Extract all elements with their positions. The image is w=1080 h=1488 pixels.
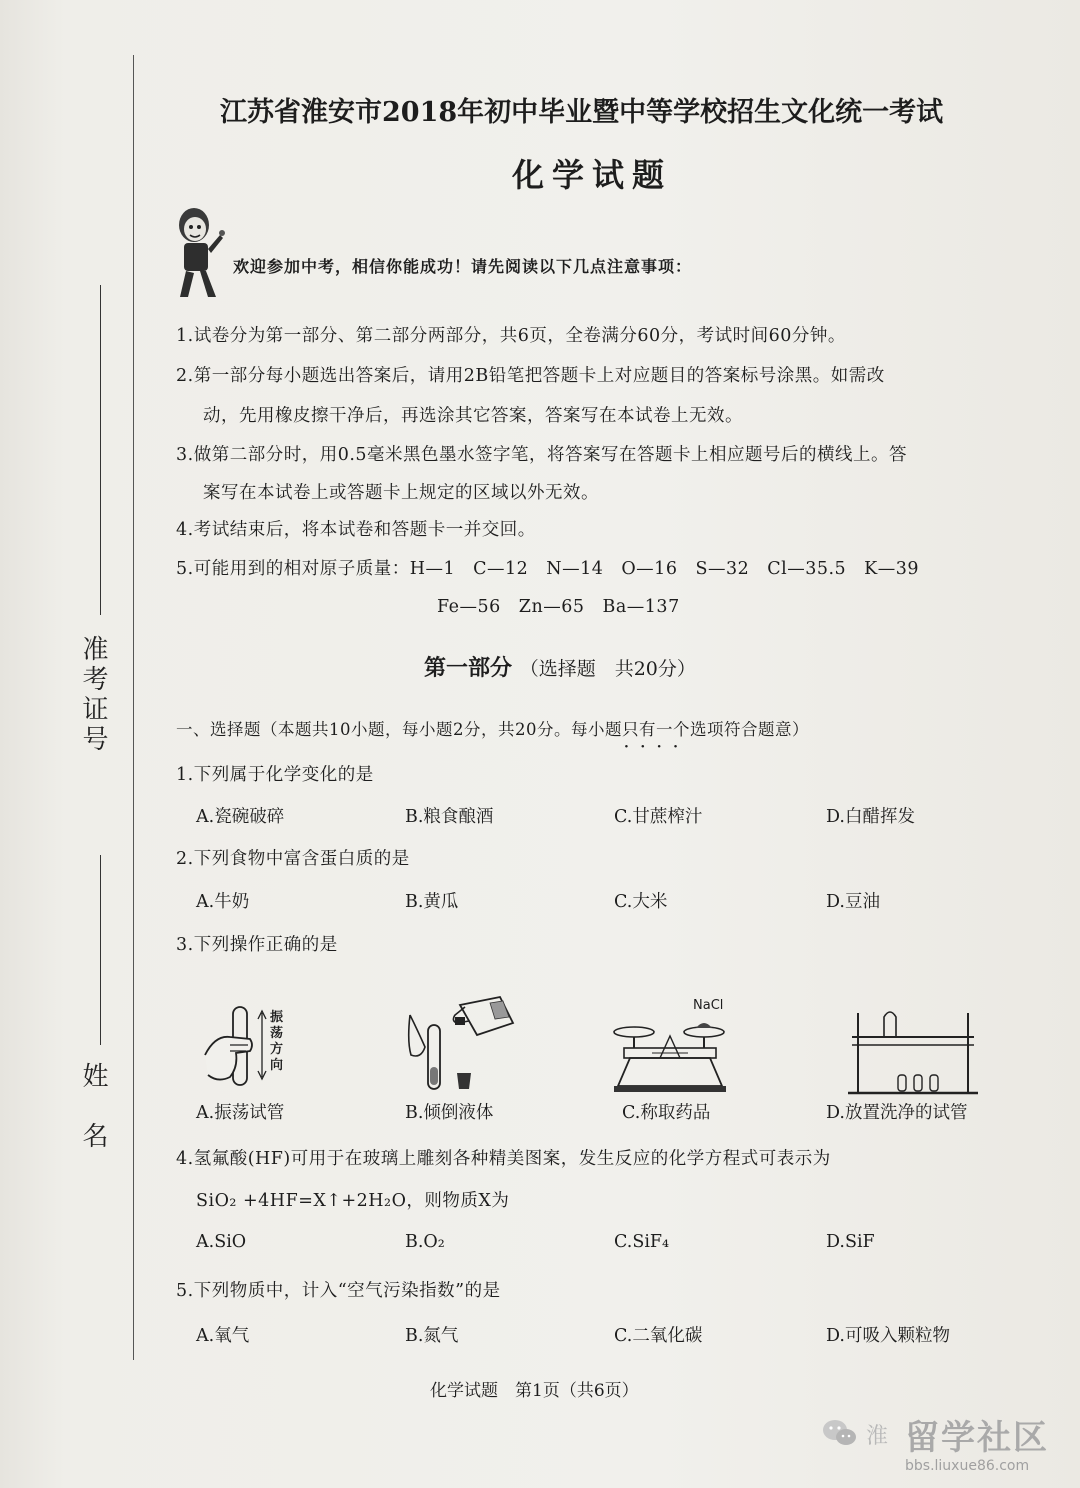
welcome-text: 欢迎参加中考，相信你能成功！请先阅读以下几点注意事项： — [233, 257, 693, 276]
note-2 — [176, 362, 885, 387]
note-3 — [176, 441, 907, 466]
question-5-option-d: D.可吸入颗粒物 — [826, 1326, 950, 1346]
section-suffix: 选项符合题意） — [690, 720, 809, 739]
question-2-option-a: A.牛奶 — [196, 892, 250, 912]
question-1-option-d: D.白醋挥发 — [826, 807, 915, 827]
note-number: 4. — [176, 520, 194, 540]
question-4-option-c: C.SiF₄ — [614, 1232, 670, 1252]
question-3-option-d: D.放置洗净的试管 — [826, 1103, 968, 1123]
watermark-url: bbs.liuxue86.com — [905, 1458, 1030, 1474]
note-1 — [176, 322, 846, 347]
note-line: 考试结束后，将本试卷和答题卡一并交回。 — [193, 520, 536, 540]
figure-c-nacl-label: NaCl — [693, 998, 724, 1013]
note-number: 3. — [176, 445, 194, 465]
name-write-line — [100, 855, 101, 1045]
wechat-icon — [822, 1418, 858, 1448]
question-1-option-c: C.甘蔗榨汁 — [614, 807, 703, 827]
figure-test-tube-rack — [848, 1005, 978, 1097]
question-4-option-d: D.SiF — [826, 1232, 875, 1252]
section-prefix: 一、选择题（本题共10小题，每小题2分，共20分。每小题 — [176, 720, 622, 739]
question-2-option-c: C.大米 — [614, 892, 668, 912]
question-2-option-d: D.豆油 — [826, 892, 880, 912]
emphasis-text: 只有一个 — [622, 720, 690, 739]
question-4-option-b: B.O₂ — [405, 1232, 445, 1252]
watermark-prefix: 淮 — [866, 1424, 889, 1449]
question-2-stem: 2.下列食物中富含蛋白质的是 — [176, 849, 410, 869]
question-3-stem: 3.下列操作正确的是 — [176, 935, 338, 955]
exam-id-label: 准考证号 — [78, 635, 108, 755]
figure-a-arrow-label: 振荡方向 — [270, 1010, 284, 1073]
part-heading: 第一部分 — [424, 655, 513, 681]
figure-pouring-liquid — [405, 995, 515, 1095]
note-number: 5. — [176, 559, 194, 579]
mascot-illustration — [168, 205, 228, 305]
question-3-option-a: A.振荡试管 — [196, 1103, 285, 1123]
page-footer: 化学试题 第1页（共6页） — [430, 1381, 639, 1401]
question-5-option-a: A.氧气 — [196, 1326, 250, 1346]
emphasis-dots: ···· — [623, 734, 689, 758]
note-line: 试卷分为第一部分、第二部分两部分，共6页，全卷满分60分，考试时间60分钟。 — [193, 326, 846, 346]
question-4-equation: SiO₂ +4HF=X↑+2H₂O，则物质X为 — [196, 1191, 510, 1211]
question-5-option-b: B.氮气 — [405, 1326, 459, 1346]
question-3-option-b: B.倾倒液体 — [405, 1103, 494, 1123]
binding-line — [133, 55, 134, 1360]
question-1-option-b: B.粮食酿酒 — [405, 807, 494, 827]
question-2-option-b: B.黄瓜 — [405, 892, 459, 912]
note-3-continued: 案写在本试卷上或答题卡上规定的区域以外无效。 — [203, 483, 599, 503]
note-5 — [176, 555, 919, 580]
part-title — [424, 651, 696, 682]
question-5-option-c: C.二氧化碳 — [614, 1326, 703, 1346]
note-5-continued: Fe—56 Zn—65 Ba—137 — [437, 597, 680, 617]
note-number: 2. — [176, 366, 194, 386]
note-line: 可能用到的相对原子质量：H—1 C—12 N—14 O—16 S—32 Cl—35.5 K—39 — [193, 559, 920, 579]
note-line: 第一部分每小题选出答案后，请用2B铅笔把答题卡上对应题目的答案标号涂黑。如需改 — [193, 366, 885, 386]
note-4 — [176, 516, 536, 541]
exam-id-write-line — [100, 285, 101, 615]
name-label: 姓 名 — [78, 1062, 108, 1152]
question-1-stem: 1.下列属于化学变化的是 — [176, 765, 374, 785]
question-4-stem: 4.氢氟酸(HF)可用于在玻璃上雕刻各种精美图案，发生反应的化学方程式可表示为 — [176, 1149, 831, 1169]
question-5-stem: 5.下列物质中，计入“空气污染指数”的是 — [176, 1281, 501, 1301]
question-3-option-c: C.称取药品 — [622, 1103, 711, 1123]
exam-title: 江苏省淮安市2018年初中毕业暨中等学校招生文化统一考试 — [220, 97, 944, 128]
watermark-brand: 留学社区 — [905, 1418, 1049, 1458]
question-1-option-a: A.瓷碗破碎 — [196, 807, 285, 827]
section-emphasis — [622, 720, 690, 758]
section-instructions — [176, 716, 809, 758]
note-line: 做第二部分时，用0.5毫米黑色墨水签字笔，将答案写在答题卡上相应题号后的横线上。答 — [193, 445, 908, 465]
note-2-continued: 动，先用橡皮擦干净后，再选涂其它答案，答案写在本试卷上无效。 — [203, 406, 743, 426]
question-4-option-a: A.SiO — [196, 1232, 247, 1252]
exam-subtitle: 化学试题 — [512, 156, 673, 194]
part-heading-note: （选择题 共20分） — [519, 658, 696, 680]
note-number: 1. — [176, 326, 194, 346]
